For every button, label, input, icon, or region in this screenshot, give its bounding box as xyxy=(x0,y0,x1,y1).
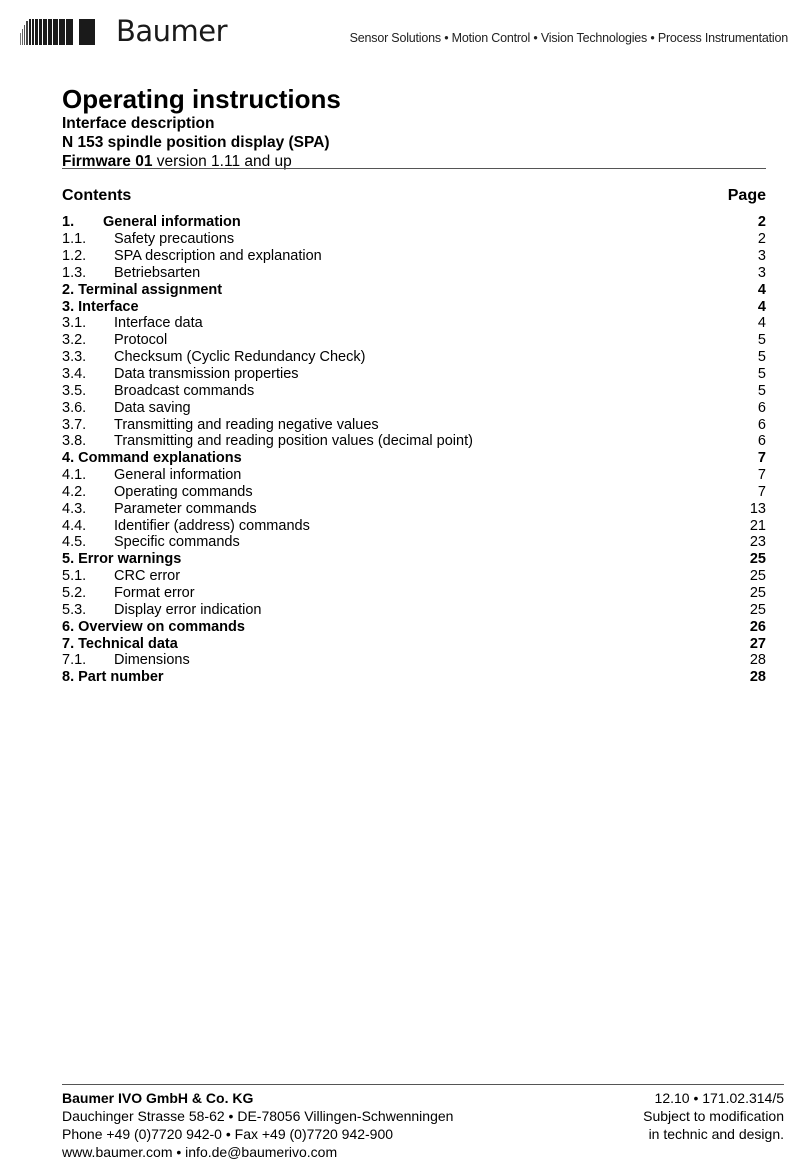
toc-label: General information xyxy=(114,467,242,484)
toc-row[interactable] xyxy=(62,517,766,534)
toc-page: 25 xyxy=(749,584,766,601)
table-of-contents xyxy=(62,214,766,686)
toc-label: 5. Error warnings xyxy=(62,551,182,568)
footer-info-block xyxy=(643,1089,784,1143)
toc-number: 7.1. xyxy=(62,652,87,669)
toc-label: Parameter commands xyxy=(114,500,257,517)
subtitle-device: N 153 spindle position display (SPA) xyxy=(62,134,330,151)
document-title: Operating instructions xyxy=(62,84,341,114)
toc-label: Betriebsarten xyxy=(114,264,201,281)
toc-number: 4.5. xyxy=(62,534,87,551)
toc-label: Data saving xyxy=(114,399,191,416)
footer-address-block xyxy=(62,1089,453,1161)
toc-page: 4 xyxy=(757,281,766,298)
footer-address: Dauchinger Strasse 58-62 • DE-78056 Villingen-Schwenningen xyxy=(62,1108,454,1124)
toc-row[interactable] xyxy=(62,568,766,585)
toc-page: 4 xyxy=(757,298,766,315)
toc-row[interactable] xyxy=(62,450,766,467)
toc-label: Checksum (Cyclic Redundancy Check) xyxy=(114,349,366,366)
toc-row[interactable] xyxy=(62,231,766,248)
toc-row[interactable] xyxy=(62,433,766,450)
toc-label: 3. Interface xyxy=(62,298,139,315)
toc-page: 3 xyxy=(757,264,766,281)
toc-row[interactable] xyxy=(62,248,766,265)
toc-number: 4.1. xyxy=(62,467,87,484)
toc-number: 3.8. xyxy=(62,433,87,450)
toc-number: 3.1. xyxy=(62,315,87,332)
toc-number: 4.3. xyxy=(62,500,87,517)
toc-label: SPA description and explanation xyxy=(114,248,322,265)
toc-label: Interface data xyxy=(114,315,203,332)
footer-web[interactable]: www.baumer.com • info.de@baumerivo.com xyxy=(62,1144,338,1160)
contents-header xyxy=(62,187,766,205)
toc-label: General information xyxy=(103,214,241,231)
toc-number: 3.6. xyxy=(62,399,87,416)
toc-label: 6. Overview on commands xyxy=(62,618,245,635)
toc-label: Dimensions xyxy=(114,652,190,669)
toc-label: CRC error xyxy=(114,568,181,585)
firmware-version: version 1.11 and up xyxy=(152,153,292,170)
toc-number: 3.3. xyxy=(62,349,87,366)
title-divider xyxy=(62,168,766,169)
toc-label: Operating commands xyxy=(114,483,253,500)
toc-label: Transmitting and reading negative values xyxy=(114,416,379,433)
toc-number: 4.2. xyxy=(62,483,87,500)
toc-page: 3 xyxy=(757,248,766,265)
logo-bars-icon xyxy=(20,17,110,45)
toc-row[interactable] xyxy=(62,601,766,618)
toc-page: 6 xyxy=(757,416,766,433)
toc-label: Display error indication xyxy=(114,601,262,618)
toc-row[interactable] xyxy=(62,467,766,484)
title-block xyxy=(62,84,766,171)
toc-page: 25 xyxy=(749,601,766,618)
toc-label: Transmitting and reading position values (decimal point) xyxy=(114,433,473,450)
toc-number: 1.2. xyxy=(62,248,87,265)
toc-label: Format error xyxy=(114,584,195,601)
toc-page: 21 xyxy=(749,517,766,534)
toc-row[interactable] xyxy=(62,214,766,231)
toc-row[interactable] xyxy=(62,315,766,332)
toc-page: 28 xyxy=(749,652,766,669)
toc-number: 5.1. xyxy=(62,568,87,585)
footer-note-2: in technic and design. xyxy=(648,1126,784,1142)
footer-divider xyxy=(62,1084,784,1085)
toc-page: 23 xyxy=(749,534,766,551)
subtitle-interface: Interface description xyxy=(62,115,215,132)
toc-row[interactable] xyxy=(62,551,766,568)
toc-label: Identifier (address) commands xyxy=(114,517,310,534)
firmware-label: Firmware 01 xyxy=(62,153,153,170)
toc-page: 2 xyxy=(757,231,766,248)
toc-page: 25 xyxy=(749,568,766,585)
toc-label: Specific commands xyxy=(114,534,240,551)
toc-page: 7 xyxy=(757,467,766,484)
toc-number: 3.5. xyxy=(62,382,87,399)
toc-label: 8. Part number xyxy=(62,669,164,686)
toc-row[interactable] xyxy=(62,669,766,686)
toc-number: 5.3. xyxy=(62,601,87,618)
toc-number: 5.2. xyxy=(62,584,87,601)
page-heading: Page xyxy=(727,187,766,204)
contents-heading: Contents xyxy=(62,187,132,204)
brand-name: Baumer xyxy=(116,14,228,48)
footer-company: Baumer IVO GmbH & Co. KG xyxy=(62,1090,254,1106)
footer-docref: 12.10 • 171.02.314/5 xyxy=(654,1090,784,1106)
toc-page: 5 xyxy=(757,349,766,366)
toc-page: 2 xyxy=(757,214,766,231)
toc-row[interactable] xyxy=(62,416,766,433)
toc-number: 1.3. xyxy=(62,264,87,281)
brand-tagline: Sensor Solutions • Motion Control • Vision Technologies • Process Instrumentation xyxy=(349,31,788,45)
page-header xyxy=(20,14,788,48)
toc-row[interactable] xyxy=(62,534,766,551)
toc-number: 1. xyxy=(62,214,75,231)
toc-label: Data transmission properties xyxy=(114,366,299,383)
footer-phone: Phone +49 (0)7720 942-0 • Fax +49 (0)7720 942-900 xyxy=(62,1126,394,1142)
toc-row[interactable] xyxy=(62,618,766,635)
footer-note-1: Subject to modification xyxy=(643,1108,784,1124)
toc-row[interactable] xyxy=(62,349,766,366)
toc-number: 4.4. xyxy=(62,517,87,534)
toc-row[interactable] xyxy=(62,382,766,399)
toc-label: Protocol xyxy=(114,332,168,349)
toc-row[interactable] xyxy=(62,500,766,517)
toc-page: 26 xyxy=(749,618,766,635)
toc-page: 7 xyxy=(757,450,766,467)
toc-number: 3.2. xyxy=(62,332,87,349)
toc-number: 3.4. xyxy=(62,366,87,383)
toc-number: 1.1. xyxy=(62,231,87,248)
toc-row[interactable] xyxy=(62,399,766,416)
toc-page: 25 xyxy=(749,551,766,568)
toc-label: 4. Command explanations xyxy=(62,450,242,467)
toc-page: 6 xyxy=(757,433,766,450)
toc-row[interactable] xyxy=(62,298,766,315)
toc-label: 2. Terminal assignment xyxy=(62,281,223,298)
toc-row[interactable] xyxy=(62,635,766,652)
toc-page: 7 xyxy=(757,483,766,500)
toc-row[interactable] xyxy=(62,332,766,349)
toc-row[interactable] xyxy=(62,265,766,282)
toc-row[interactable] xyxy=(62,652,766,669)
toc-page: 5 xyxy=(757,366,766,383)
toc-row[interactable] xyxy=(62,484,766,501)
toc-label: 7. Technical data xyxy=(62,635,178,652)
toc-row[interactable] xyxy=(62,366,766,383)
toc-number: 3.7. xyxy=(62,416,87,433)
toc-page: 27 xyxy=(749,635,766,652)
toc-page: 5 xyxy=(757,332,766,349)
toc-label: Safety precautions xyxy=(114,231,235,248)
toc-row[interactable] xyxy=(62,585,766,602)
toc-page: 28 xyxy=(749,669,766,686)
baumer-logo xyxy=(20,16,227,46)
toc-page: 4 xyxy=(757,315,766,332)
toc-row[interactable] xyxy=(62,281,766,298)
toc-page: 6 xyxy=(757,399,766,416)
toc-label: Broadcast commands xyxy=(114,382,255,399)
toc-page: 5 xyxy=(757,382,766,399)
toc-page: 13 xyxy=(749,500,766,517)
